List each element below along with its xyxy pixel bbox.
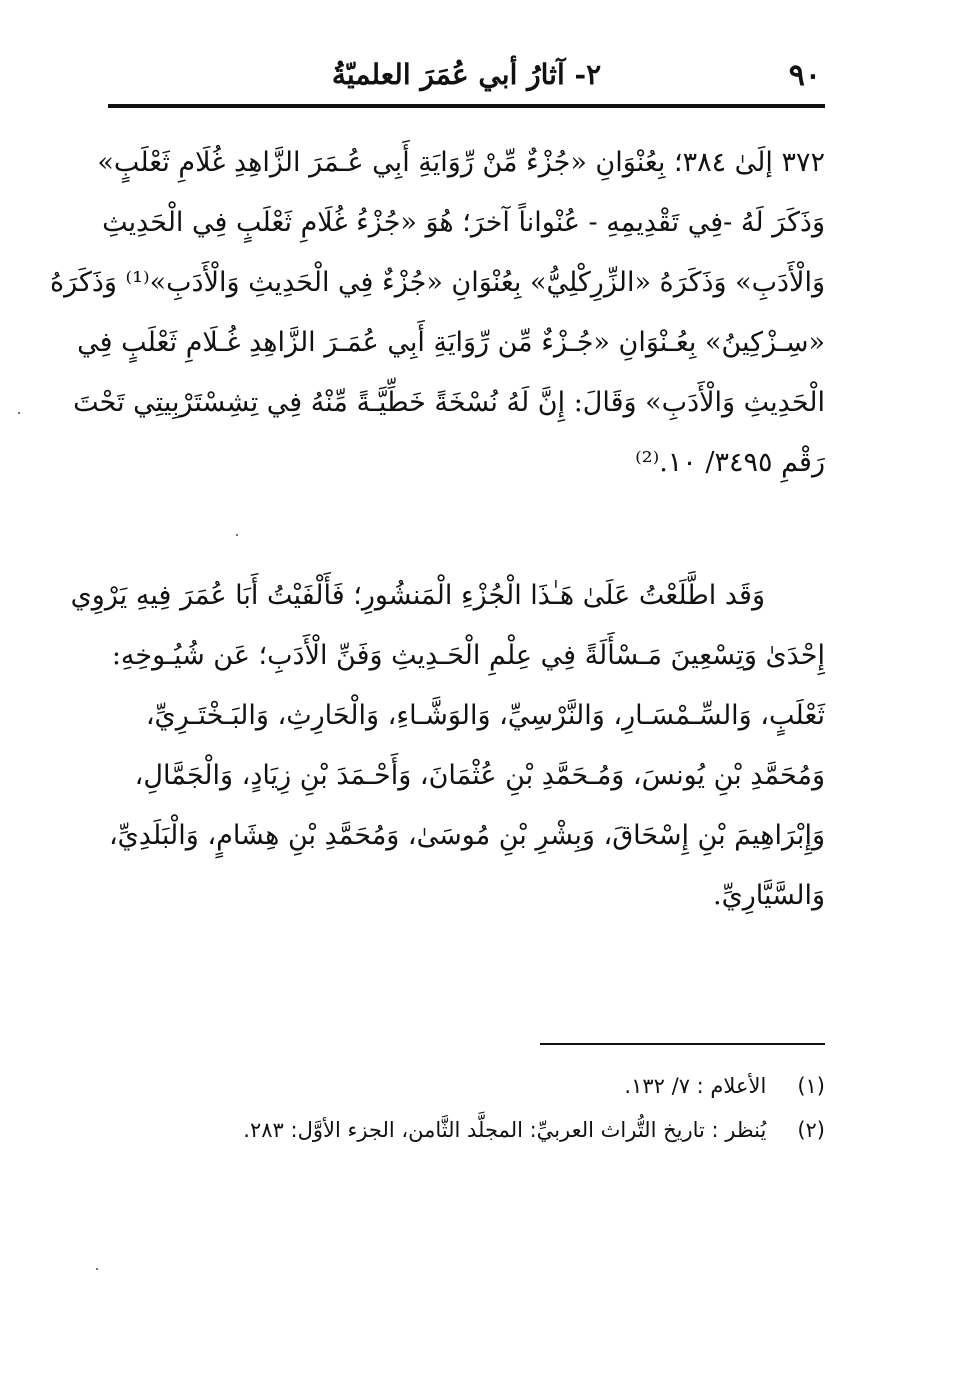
footnotes [108, 1064, 825, 1152]
text-line: رَقْمِ ٣٤٩٥/ ١٠.⁽²⁾ [635, 447, 825, 478]
text-line: «سِـزْكِينُ» بِعُـنْوَانِ «جُـزْءٌ مِّن رِّوَايَةِ أَبِي عُمَـرَ الزَّاهِدِ غُـلَامِ ثَعْلَبٍ فِي [77, 327, 825, 358]
footnote-2 [108, 1108, 825, 1152]
text-line: الْحَدِيثِ وَالْأَدَبِ» وَقَالَ: إِنَّ لَهُ نُسْخَةً خَطِّيَّـةً مِّنْهُ فِي تِشِسْتَرْبِيتِي تَحْتَ [73, 387, 825, 418]
scan-speck [18, 412, 20, 414]
text-line: ٣٧٢ إلَىٰ ٣٨٤؛ بِعُنْوَانِ «جُزْءٌ مِّنْ رِّوَايَةِ أَبِي عُـمَرَ الزَّاهِدِ غُلَامِ ثَعْلَبٍ» [97, 147, 825, 178]
page-number: ٩٠ [788, 58, 821, 93]
footnote-text: يُنظر : تاريخ التُّراث العربيِّ: المجلَّد الثَّامن، الجزء الأوَّل: ٢٨٣. [243, 1118, 767, 1142]
header-rule [108, 104, 825, 108]
text-line: ثَعْلَبٍ، وَالسِّـمْسَـارِ، وَالنَّرْسِيِّ، وَالوَشَّـاءِ، وَالْحَارِثِ، وَالبَـخْتَـرِيِّ، [145, 700, 825, 731]
text-line: وَإِبْرَاهِيمَ بْنِ إِسْحَاقَ، وَبِشْرِ بْنِ مُوسَىٰ، وَمُحَمَّدِ بْنِ هِشَامٍ، وَالْبَلَدِيِّ، [108, 820, 825, 851]
text-line: وَمُحَمَّدِ بْنِ يُونسَ، وَمُـحَمَّدِ بْنِ عُثْمَانَ، وَأَحْـمَدَ بْنِ زِيَادٍ، وَالْجَمَّالِ، [134, 760, 825, 791]
text-line: وَذَكَرَ لَهُ -فِي تَقْدِيمِهِ - عُنْواناً آخرَ؛ هُوَ «جُزْءُ غُلَامِ ثَعْلَبٍ فِي الْحَدِيثِ [102, 207, 825, 238]
text-line: وَقَد اطَّلَعْتُ عَلَىٰ هَـٰذَا الْجُزْءِ الْمَنشُورِ؛ فَأَلْفَيْتُ أَبَا عُمَرَ فِيهِ يَرْوِي [70, 580, 765, 611]
footnote-separator [540, 1043, 825, 1045]
scan-speck [96, 1268, 98, 1270]
footnote-number: (٢) [797, 1118, 825, 1142]
scan-speck [236, 534, 238, 536]
footnote-number: (١) [797, 1074, 825, 1098]
footnote-text: الأعلام : ٧/ ١٣٢. [624, 1074, 767, 1098]
paragraph-2 [70, 566, 825, 926]
footnote-1 [108, 1064, 825, 1108]
page-header [108, 52, 825, 102]
text-line: وَالْأَدَبِ» وَذَكَرَهُ «الزِّرِكْلِيُّ» بِعُنْوَانِ «جُزْءٌ فِي الْحَدِيثِ وَالْأَدَبِ»⁽¹⁾ وَذَكَرَهُ [49, 267, 825, 298]
running-title: ٢- آثارُ أبي عُمَرَ العلميّةُ [331, 58, 602, 91]
text-line: إِحْدَىٰ وَتِسْعِينَ مَـسْأَلَةً فِي عِلْمِ الْحَـدِيثِ وَفَنِّ الْأَدَبِ؛ عَن شُيُـوخِهِ: [111, 640, 825, 671]
paragraph-1 [49, 133, 825, 493]
text-line: وَالسَّيَّارِيِّ. [713, 880, 825, 911]
